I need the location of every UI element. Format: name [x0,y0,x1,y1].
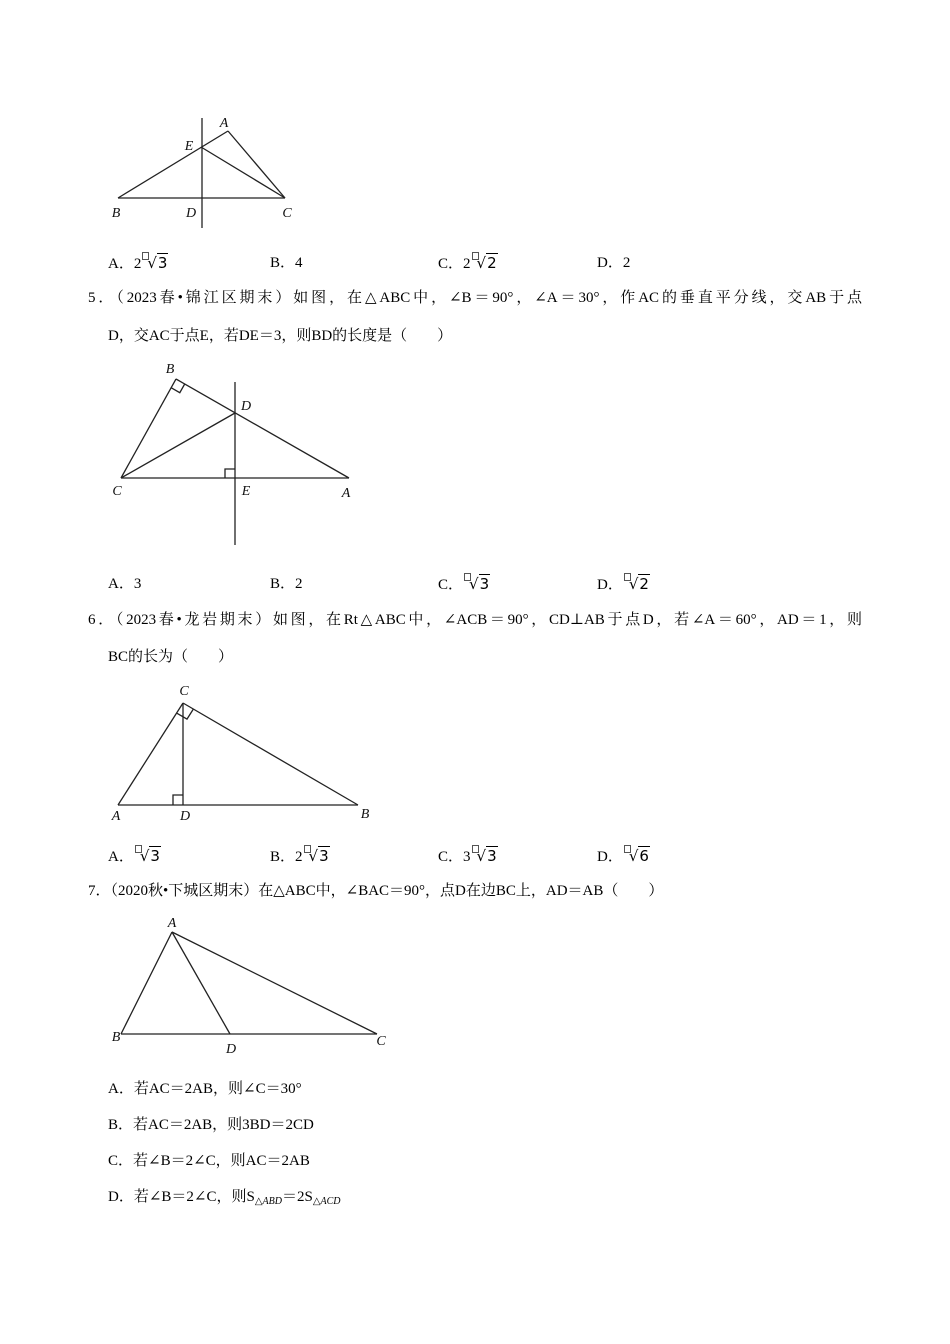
q7-stem-line-1: 7．（2020秋•下城区期末）在△ABC中，∠BAC＝90°，点D在边BC上，AD＝AB（ ） [88,883,664,899]
q5-option-b [270,573,303,595]
q7-segment-ac [172,932,377,1034]
radical-sign: √ [147,254,157,272]
option-value: 2 [295,576,303,592]
q4-label-a: A [219,116,229,131]
area-subscript-abd: △ABD [254,1196,282,1207]
radicand: 3 [479,575,490,593]
radicand: 6 [639,847,649,865]
option-label: B． [270,255,296,271]
radicand: 3 [150,847,160,865]
option-label: B． [270,849,296,865]
q5-label-b: B [165,362,175,377]
q4-option-a [108,252,168,274]
option-coefficient: 2 [295,849,303,865]
q4-option-b [270,252,303,274]
q4-segment-ac [228,131,285,198]
q7-label-b: B [111,1030,121,1045]
q4-label-b: B [111,206,121,221]
q7-option-b: B．若AC＝2AB，则3BD＝2CD [108,1117,314,1133]
q6-label-a: A [111,809,121,824]
q7-label-d: D [225,1042,237,1057]
option-value: 4 [295,255,303,271]
q6-option-d [597,845,650,867]
q6-stem-line-2: BC的长为（ ） [108,649,234,665]
option-label: C． [438,256,464,272]
q5-label-a: A [341,486,351,501]
option-value: 2 [622,255,631,271]
q5-label-e: E [241,484,251,499]
radicand: 3 [319,847,329,865]
radical-sign: √ [476,254,487,272]
q5-option-c [438,573,490,595]
option-coefficient: 2 [463,256,471,272]
q5-label-d: D [240,399,252,414]
q6-label-c: C [179,684,189,699]
option-coefficient: 2 [133,256,142,272]
radical-sign: √ [308,847,319,865]
q7-option-d [108,1187,341,1207]
radicand: 2 [639,575,649,593]
q5-segment-cd [121,413,235,478]
q6-segment-cb [183,703,358,805]
radical-sign: √ [476,847,487,865]
q5-option-a [108,573,141,595]
q6-right-angle-mark-d [173,795,183,805]
q6-option-c [438,845,498,867]
q7-figure [105,912,390,1057]
option-text-middle: ＝2S [281,1189,313,1205]
q6-option-a [108,845,161,867]
option-value: 3 [133,576,142,592]
radical-sign: √ [628,575,639,593]
q5-right-angle-mark-e [225,469,235,478]
q5-figure [105,355,360,550]
option-label: C． [438,577,464,593]
q7-label-c: C [376,1034,386,1049]
q4-label-c: C [282,206,292,221]
q7-option-a: A．若AC＝2AB，则∠C＝30° [108,1081,302,1097]
q6-segment-ac [118,703,183,805]
q6-stem-line-1: 6．（2023春•龙岩期末）如图，在Rt△ABC中，∠ACB＝90°，CD⊥AB于点D，若∠A＝60°，AD＝1，则 [88,612,862,628]
q4-segment-ba [118,131,228,198]
option-label: D． [597,577,623,593]
option-label: C． [438,849,464,865]
q4-option-d [597,252,630,274]
option-text-start: D．若∠B＝2∠C，则S [108,1189,255,1205]
option-label: A． [108,576,134,592]
q7-segment-ad [172,932,230,1034]
q6-label-b: B [360,807,370,822]
radicand: 2 [487,254,497,272]
radical-sign: √ [628,847,639,865]
q4-segment-ec [201,147,285,198]
radical-sign: √ [469,575,479,593]
option-label: D． [597,255,623,271]
q4-label-e: E [184,139,194,154]
q7-segment-ab [121,932,172,1034]
radical-sign: √ [139,847,150,865]
radicand: 3 [487,847,497,865]
option-label: D． [597,849,623,865]
q5-label-c: C [112,484,122,499]
q5-stem-line-1: 5．（2023春•锦江区期末）如图，在△ABC中，∠B＝90°，∠A＝30°，作AC的垂直平分线，交AB于点 [88,290,862,306]
q5-segment-cb [121,379,176,478]
q6-right-angle-mark-c [177,709,194,719]
q5-stem-line-2: D，交AC于点E，若DE＝3，则BD的长度是（ ） [108,328,453,344]
option-label: A． [108,256,134,272]
option-label: B． [270,576,296,592]
option-coefficient: 3 [463,849,471,865]
q4-label-d: D [185,206,197,221]
radicand: 3 [157,254,168,272]
area-subscript-acd: △ACD [312,1196,341,1207]
q7-label-a: A [167,916,177,931]
q6-option-b [270,845,330,867]
q4-figure [100,110,300,232]
option-label: A． [108,849,134,865]
q4-option-c [438,252,498,274]
q6-figure [105,680,375,825]
q5-option-d [597,573,650,595]
q7-option-c: C．若∠B＝2∠C，则AC＝2AB [108,1153,310,1169]
q5-segment-ba [176,379,349,478]
q6-label-d: D [179,809,191,824]
